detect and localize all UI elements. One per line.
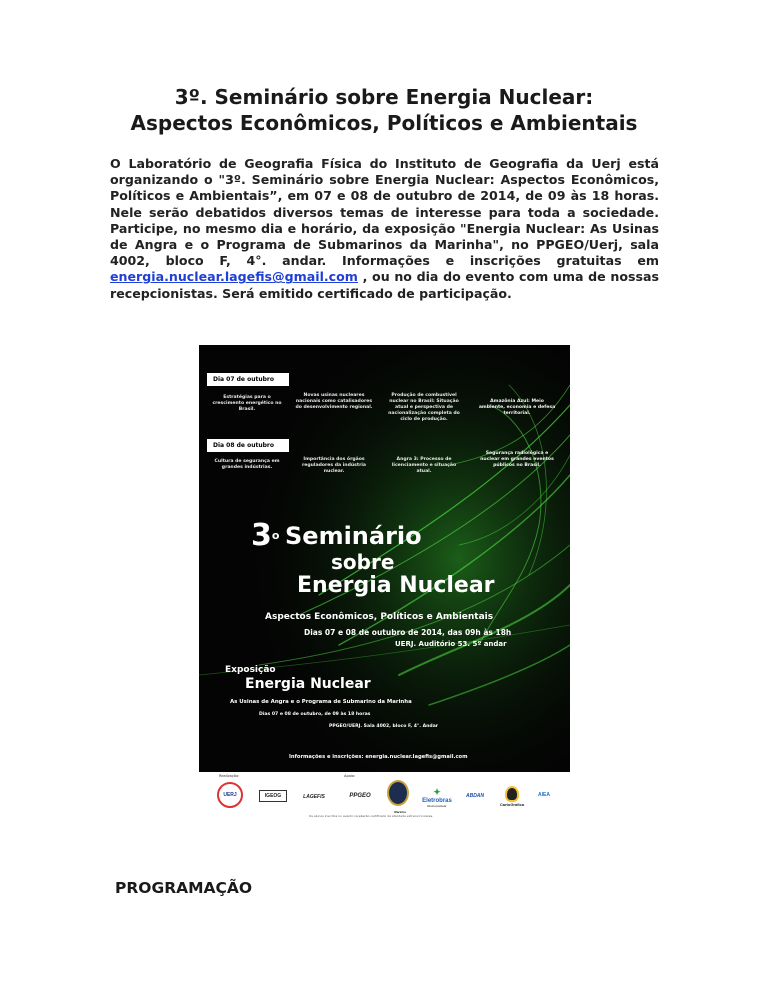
poster-dark-area: [199, 345, 570, 772]
poster-topic: Cultura de segurança em grandes indústrias.: [214, 459, 280, 470]
poster-expo-label: Exposição: [225, 665, 276, 675]
poster-topic: Angra 3: Processo de licenciamento e situação atual.: [391, 457, 457, 474]
poster-footnote: Os alunos inscritos no evento receberão certificado de atividade extracurriculares.: [309, 814, 434, 818]
poster-expo-subtitle: As Usinas de Angra e o Programa de Submarino da Marinha: [230, 699, 412, 705]
cartografica-logo: CartoGrafica: [497, 780, 527, 812]
title-line-2: Aspectos Econômicos, Políticos e Ambientais: [130, 111, 638, 135]
poster-day1-label: Dia 07 de outubro: [207, 373, 289, 386]
poster-dates: Dias 07 e 08 de outubro de 2014, das 09h às 18h: [304, 628, 512, 637]
apoio-label: Apoio:: [344, 774, 356, 778]
igeog-logo: IGEOG: [259, 790, 287, 802]
poster-title-sobre: sobre: [331, 550, 395, 574]
poster-edition-number: 3$^o$: [251, 518, 280, 553]
eletrobras-logo: ✦ Eletrobras Eletronuclear: [422, 786, 452, 808]
poster-expo-title: Energia Nuclear: [245, 676, 371, 692]
seminar-poster: [199, 345, 570, 823]
document-title: [0, 84, 768, 136]
poster-info-line: Informações e inscrições: energia.nuclear.lagefis@gmail.com: [289, 754, 468, 760]
poster-topic: Segurança radiológica e nuclear em grandes eventos públicos no Brasil.: [480, 451, 554, 468]
poster-topic: Estratégias para o crescimento energético no Brasil.: [212, 395, 282, 412]
poster-topic: Importância dos órgãos reguladores da indústria nuclear.: [301, 457, 367, 474]
intro-text-end: , ou no dia do evento com uma de nossas recepcionistas. Será emitido certificado de participação.: [110, 269, 659, 301]
realizacao-label: Realização:: [219, 774, 240, 778]
poster-topic: Novas usinas nucleares nacionais como catalisadores do desenvolvimento regional.: [295, 393, 373, 410]
marinha-logo: Marinha: [387, 780, 409, 806]
poster-topic: Produção de combustível nuclear no Brasil: Situação atual e perspectiva de nacionalização completa do ciclo de produção.: [388, 393, 460, 422]
lagefis-logo: LAGEFIS: [303, 794, 325, 800]
poster-day2-label: Dia 08 de outubro: [207, 439, 289, 452]
poster-sponsor-bar: [199, 772, 570, 822]
intro-text: O Laboratório de Geografia Física do Instituto de Geografia da Uerj está organizando o "3º. Seminário sobre Energia Nuclear: Aspectos Econômicos, Políticos e Ambientais”, em 07 e 08 de outubro de 2014, de 09 às 18 horas. Nele serão debatidos diversos temas de interesse para toda a sociedade. Participe, no mesmo dia e horário, da exposição "Energia Nuclear: As Usinas de Angra e o Programa de Submarinos da Marinha", no PPGEO/Uerj, sala 4002, bloco F, 4°. andar. Informações e inscrições gratuitas em: [110, 156, 659, 269]
poster-expo-dates: Dias 07 e 08 de outubro, de 09 às 18 horas: [259, 712, 371, 717]
poster-venue: UERJ. Auditório 53. 5º andar: [395, 640, 507, 648]
aiea-logo: AIEA: [538, 792, 550, 798]
section-heading-programacao: PROGRAMAÇÃO: [115, 879, 253, 897]
intro-paragraph: [110, 156, 659, 302]
ppgeo-logo: PPGEO: [349, 793, 371, 799]
email-link[interactable]: energia.nuclear.lagefis@gmail.com: [110, 269, 358, 285]
abdan-logo: ABDAN: [465, 793, 485, 799]
poster-topic: Amazônia Azul: Meio ambiente, economia e defesa territorial.: [478, 399, 556, 416]
poster-expo-location: PPGEO/UERJ. Sala 4002, bloco F, 4°. Andar: [329, 724, 439, 729]
title-line-1: 3º. Seminário sobre Energia Nuclear:: [174, 85, 594, 109]
poster-subtitle: Aspectos Econômicos, Políticos e Ambientais: [265, 612, 494, 622]
uerj-logo: UERJ: [217, 782, 243, 808]
poster-title-seminario: Seminário: [285, 522, 422, 550]
poster-title-energia: Energia Nuclear: [297, 573, 495, 598]
